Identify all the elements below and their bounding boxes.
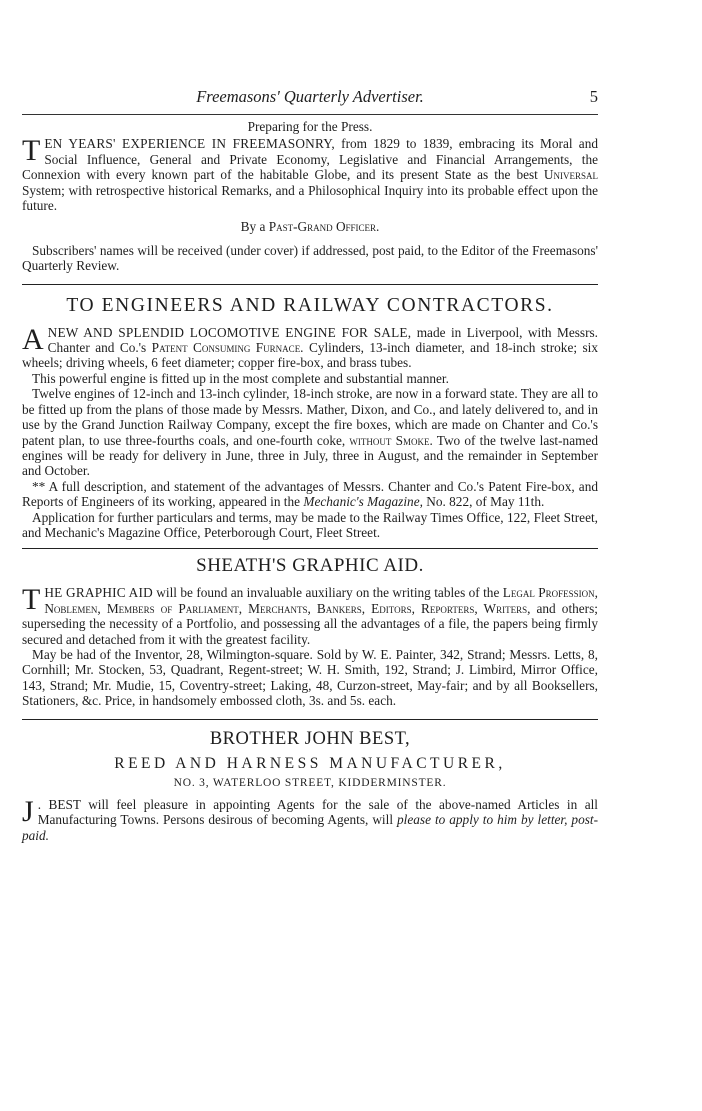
engine-caps: NEW AND SPLENDID LOCOMOTIVE ENGINE FOR SALE, <box>47 324 412 340</box>
book-text: from 1829 to 1839, embracing its Moral and Social Influence, General and Private Economy, Legislative and Financial Arrangements, the Connexion with every known part of the habitable Globe, and its present State as the best <box>22 136 598 183</box>
subscribers-note: Subscribers' names will be received (under cover) if addressed, post paid, to the Editor of the Freemasons' Quarterly Review. <box>22 242 598 274</box>
engine-p4-b: No. 822, of May 11th. <box>422 494 545 510</box>
engine-furnace: Patent Consuming Furnace. <box>151 340 304 356</box>
best-subheading: REED AND HARNESS MANUFACTURER, <box>114 754 506 772</box>
engine-p4-magazine: Mechanic's Magazine, <box>303 494 423 510</box>
divider <box>22 284 598 285</box>
best-heading: BROTHER JOHN BEST, <box>209 728 411 749</box>
graphic-aid-caps: HE GRAPHIC AID <box>44 585 153 601</box>
engine-p3-b: Two of the twelve last-named engines will be ready for delivery in June, three in July, three in August, and the remainder in September and October. <box>22 432 598 479</box>
author-prefix: By a <box>240 219 269 235</box>
graphic-aid-heading: SHEATH'S GRAPHIC AID. <box>196 555 424 577</box>
drop-cap: T <box>22 134 41 168</box>
engine-paragraph-2: This powerful engine is fitted up in the most complete and substantial manner. <box>32 370 449 386</box>
page-number: 5 <box>589 87 598 106</box>
divider <box>22 719 598 720</box>
drop-cap: A <box>22 322 44 356</box>
divider <box>22 548 598 549</box>
graphic-aid-text-2: and others; superseding the necessity of a Portfolio, and possessing all the advantages of a file, the papers being firmly secured and detached from it with the greatest facility. <box>22 600 598 647</box>
engine-text: made in Liverpool, with Messrs. Chanter and Co.'s <box>47 324 598 356</box>
graphic-aid-professions: Legal Profession, Noblemen, Members of Parliament, Merchants, Bankers, Editors, Reporters, Writers, <box>44 585 598 616</box>
book-text-smallcaps: Universal <box>543 167 598 183</box>
ad-graphic-aid <box>22 555 598 708</box>
engine-paragraph-3 <box>22 386 598 478</box>
running-head-title: Freemasons' Quarterly Advertiser. <box>196 87 424 106</box>
engine-p3-smallcaps: without Smoke. <box>349 432 433 448</box>
best-text <box>22 797 598 843</box>
best-body: . BEST will feel pleasure in appointing Agents for the sale of the above-named Articles in all Manufacturing Towns. Persons desirous of becoming Agents, will <box>37 797 598 828</box>
drop-cap: J <box>22 795 34 828</box>
book-text-2: System; with retrospective historical Remarks, and a Philosophical Inquiry into its probable effect upon the future. <box>22 182 598 214</box>
engine-paragraph-5: Application for further particulars and terms, may be made to the Railway Times Office, 122, Fleet Street, and Mechanic's Magazine Office, Peterborough Court, Fleet Street. <box>22 509 598 540</box>
engine-p4-a: ** A full description, and statement of the advantages of Messrs. Chanter and Co.'s Patent Fire-box, and Reports of Engineers of its working, appeared in the <box>22 478 598 510</box>
book-title-caps: EN YEARS' EXPERIENCE IN FREEMASONRY, <box>44 136 335 152</box>
graphic-aid-text: will be found an invaluable auxiliary on the writing tables of the <box>152 585 503 601</box>
engine-text-2: Cylinders, 13-inch diameter, and 18-inch stroke; six wheels; driving wheels, 6 feet diameter; copper fire-box, and brass tubes. <box>22 340 598 371</box>
best-body-italic: please to apply to him by letter, post-paid. <box>22 812 599 843</box>
book-description <box>22 136 598 213</box>
press-notice: Preparing for the Press. <box>247 119 373 134</box>
drop-cap: T <box>22 583 41 617</box>
graphic-aid-sellers: May be had of the Inventor, 28, Wilmington-square. Sold by W. E. Painter, 342, Strand; Messrs. Letts, 8, Cornhill; Mr. Stocken, 53, Quadrant, Regent-street; W. H. Smith, 192, Strand; J. Limbird, Mirror Office, 143, Strand; Mr. Mudie, 15, Coventry-street; Laking, 48, Curzon-street, May-fair; and by all Booksellers, Stationers, &c. Price, in handsomely embossed cloth, 3s. and 5s. each. <box>22 646 598 709</box>
ad-john-best <box>22 728 598 844</box>
author-name: Past-Grand Officer. <box>268 219 380 235</box>
author-line <box>22 219 598 234</box>
best-address: NO. 3, WATERLOO STREET, KIDDERMINSTER. <box>173 776 447 789</box>
ad-locomotive-engine <box>22 295 598 541</box>
graphic-aid-intro <box>22 585 598 647</box>
running-head <box>22 86 598 108</box>
engine-p3-a: Twelve engines of 12-inch and 13-inch cylinder, 18-inch stroke, are now in a forward state. They are all to be fitted up from the plans of those made by Messrs. Mather, Dixon, and Co., and lately delivered to, and in use by the Grand Junction Railway Company, except the fire boxes, which are made on Chanter and Co.'s patent plan, to use three-fourths coals, and one-fourth coke, <box>22 386 598 448</box>
engine-paragraph-4 <box>22 479 598 510</box>
ad-freemasonry-book <box>22 119 598 274</box>
divider <box>22 114 598 115</box>
engineers-heading: TO ENGINEERS AND RAILWAY CONTRACTORS. <box>66 294 554 316</box>
engine-intro <box>22 322 598 371</box>
